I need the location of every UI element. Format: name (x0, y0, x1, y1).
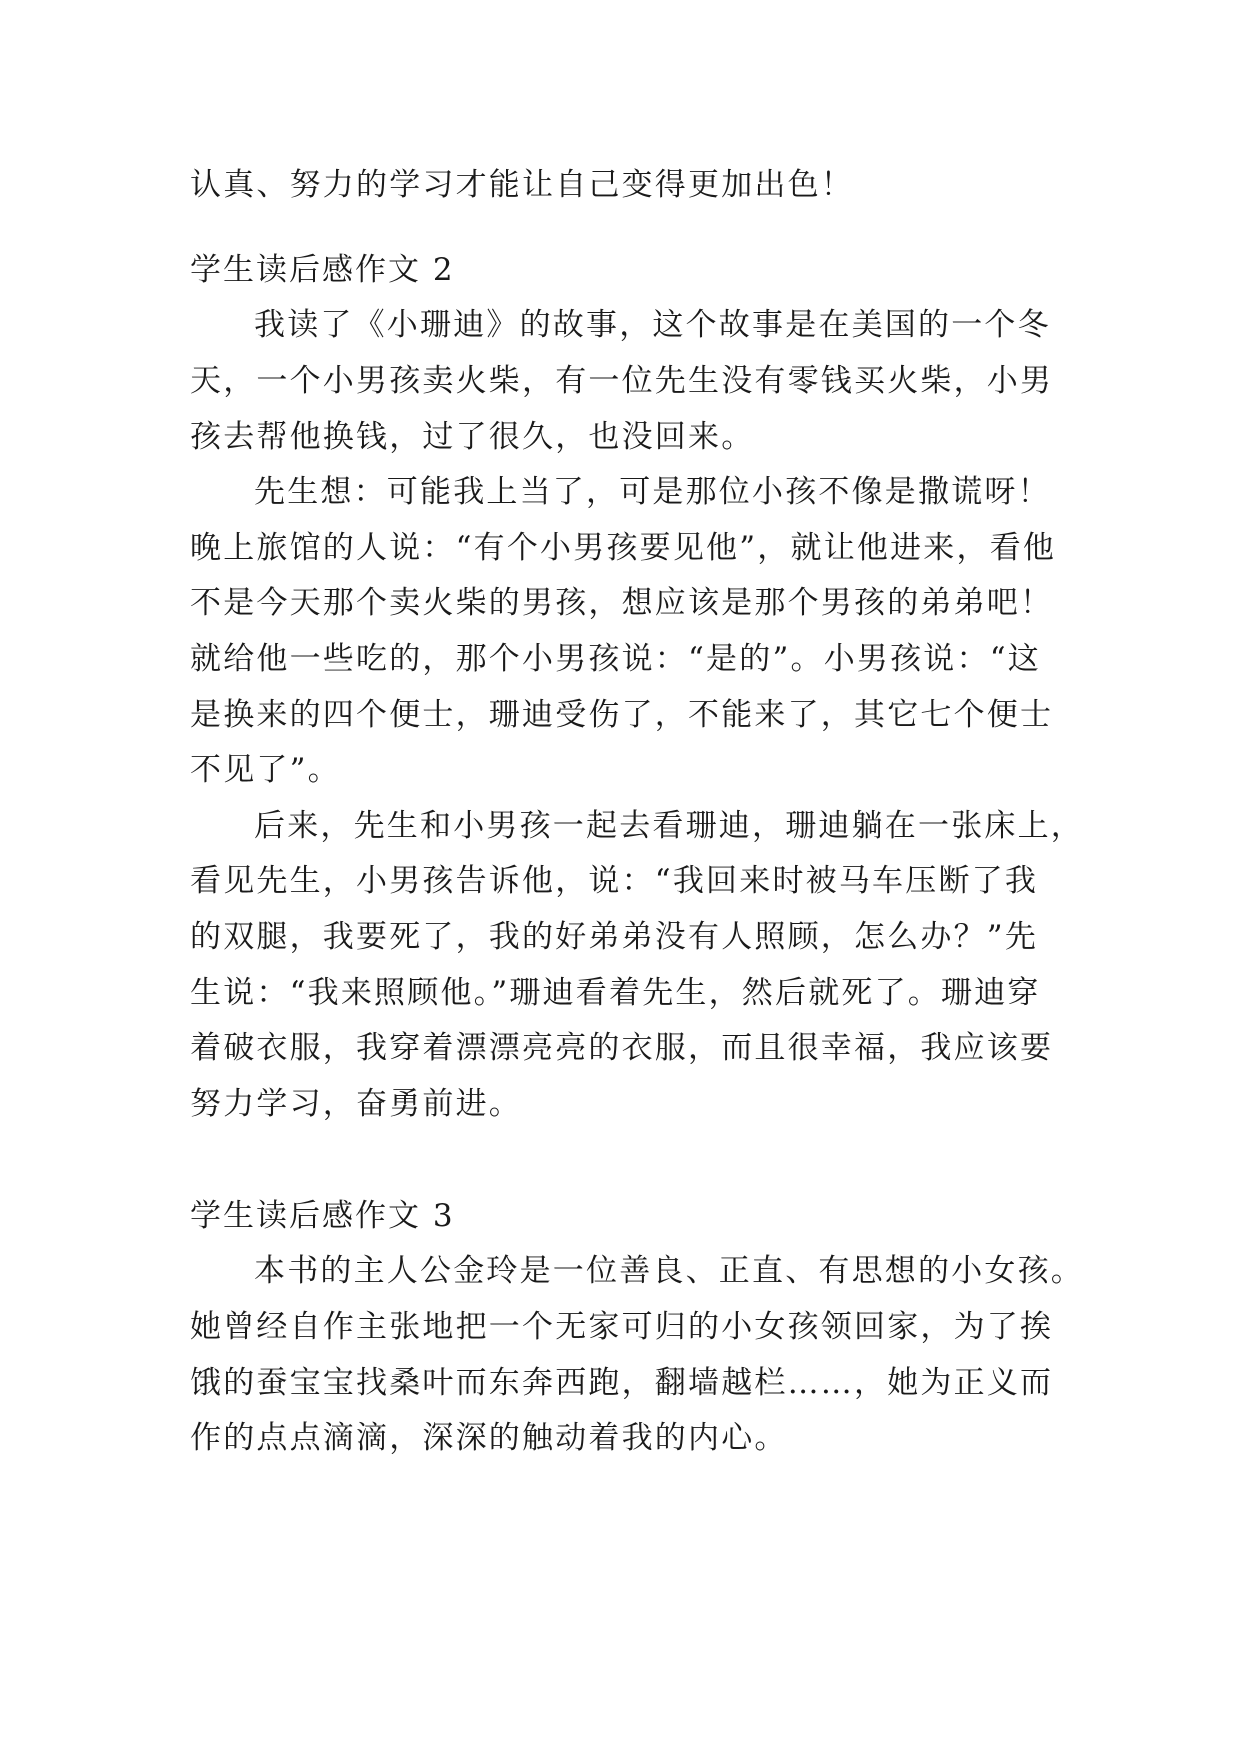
paragraph-line: 本书的主人公金玲是一位善良、正直、有思想的小女孩。 (254, 1253, 1084, 1289)
paragraph-line: 天，一个小男孩卖火柴，有一位先生没有零钱买火柴，小男 (190, 363, 1054, 399)
paragraph-line: 就给他一些吃的，那个小男孩说：“是的”。小男孩说：“这 (190, 641, 1041, 677)
paragraph-line: 的双腿，我要死了，我的好弟弟没有人照顾，怎么办？”先 (190, 919, 1039, 955)
paragraph-line: 努力学习，奋勇前进。 (190, 1086, 522, 1122)
paragraph-line: 不见了”。 (190, 752, 341, 788)
paragraph-line: 饿的蚕宝宝找桑叶而东奔西跑，翻墙越栏……，她为正义而 (190, 1365, 1054, 1401)
paragraph-line: 着破衣服，我穿着漂漂亮亮的衣服，而且很幸福，我应该要 (190, 1030, 1054, 1066)
paragraph-line: 是换来的四个便士，珊迪受伤了，不能来了，其它七个便士 (190, 697, 1054, 733)
paragraph-line: 后来，先生和小男孩一起去看珊迪，珊迪躺在一张床上， (254, 808, 1084, 844)
paragraph-line: 孩去帮他换钱，过了很久，也没回来。 (190, 419, 755, 455)
paragraph-line: 不是今天那个卖火柴的男孩，想应该是那个男孩的弟弟吧！ (190, 585, 1054, 621)
section-heading: 学生读后感作文 3 (190, 1198, 455, 1234)
body-text-line: 认真、努力的学习才能让自己变得更加出色！ (190, 167, 854, 203)
paragraph-line: 作的点点滴滴，深深的触动着我的内心。 (190, 1420, 788, 1456)
paragraph-line: 看见先生，小男孩告诉他，说：“我回来时被马车压断了我 (190, 863, 1039, 899)
section-heading: 学生读后感作文 2 (190, 252, 455, 288)
paragraph-line: 先生想：可能我上当了，可是那位小孩不像是撒谎呀！ (254, 474, 1051, 510)
paragraph-line: 生说：“我来照顾他。”珊迪看着先生，然后就死了。珊迪穿 (190, 975, 1041, 1011)
paragraph-line: 晚上旅馆的人说：“有个小男孩要见他”，就让他进来，看他 (190, 530, 1057, 566)
paragraph-line: 我读了《小珊迪》的故事，这个故事是在美国的一个冬 (254, 307, 1051, 343)
paragraph-line: 她曾经自作主张地把一个无家可归的小女孩领回家，为了挨 (190, 1309, 1054, 1345)
